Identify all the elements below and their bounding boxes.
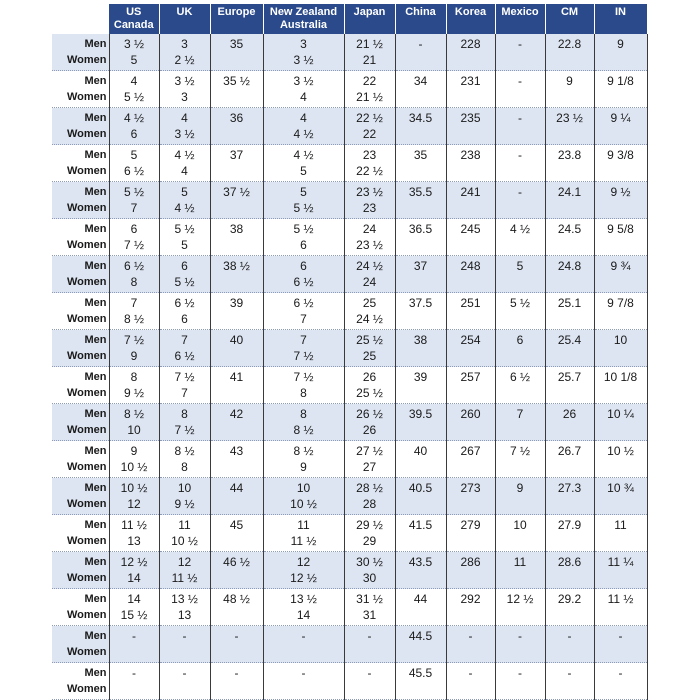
table-row xyxy=(52,293,647,330)
size-cell-in: 10 ½ xyxy=(594,441,647,478)
men-label: Men xyxy=(84,149,107,161)
women-label: Women xyxy=(66,54,107,66)
size-cell-cm: 23.8 xyxy=(545,145,594,182)
size-cell-us: 3 ½ 5 xyxy=(109,34,159,71)
size-cell-japan: 23 22 ½ xyxy=(344,145,395,182)
size-cell-uk: 10 9 ½ xyxy=(159,478,210,515)
men-label: Men xyxy=(84,556,107,568)
size-cell-korea: 267 xyxy=(446,441,495,478)
size-cell-japan: 22 ½ 22 xyxy=(344,108,395,145)
column-header: New Zealand Australia xyxy=(263,4,344,34)
size-cell-in: 9 xyxy=(594,34,647,71)
size-cell-china: 40 xyxy=(395,441,446,478)
size-cell-china: 35 xyxy=(395,145,446,182)
women-label: Women xyxy=(66,572,107,584)
size-cell-japan: 24 23 ½ xyxy=(344,219,395,256)
size-cell-korea: 238 xyxy=(446,145,495,182)
column-header: Korea xyxy=(446,4,495,34)
size-cell-mexico: 7 xyxy=(495,404,545,441)
women-label: Women xyxy=(66,683,107,695)
size-cell-us: - xyxy=(109,626,159,663)
gender-label-cell xyxy=(52,441,109,478)
size-cell-us: 12 ½ 14 xyxy=(109,552,159,589)
size-cell-nz-au: 8 8 ½ xyxy=(263,404,344,441)
size-cell-china: 37.5 xyxy=(395,293,446,330)
size-cell-in: - xyxy=(594,663,647,700)
size-cell-china: 35.5 xyxy=(395,182,446,219)
size-cell-korea: 245 xyxy=(446,219,495,256)
size-cell-uk: 8 ½ 8 xyxy=(159,441,210,478)
size-cell-cm: 26.7 xyxy=(545,441,594,478)
men-label: Men xyxy=(84,297,107,309)
size-cell-japan: 24 ½ 24 xyxy=(344,256,395,293)
size-cell-mexico: 7 ½ xyxy=(495,441,545,478)
size-cell-china: 36.5 xyxy=(395,219,446,256)
size-cell-us: 8 ½ 10 xyxy=(109,404,159,441)
size-cell-uk: 7 6 ½ xyxy=(159,330,210,367)
column-header: UK xyxy=(159,4,210,34)
size-cell-korea: 257 xyxy=(446,367,495,404)
size-cell-china: 41.5 xyxy=(395,515,446,552)
size-cell-cm: 25.7 xyxy=(545,367,594,404)
size-cell-mexico: - xyxy=(495,108,545,145)
size-cell-cm: 23 ½ xyxy=(545,108,594,145)
gender-label-cell xyxy=(52,626,109,663)
size-cell-cm: 27.3 xyxy=(545,478,594,515)
size-cell-europe: 35 xyxy=(210,34,263,71)
size-cell-china: 38 xyxy=(395,330,446,367)
size-cell-nz-au: 7 ½ 8 xyxy=(263,367,344,404)
size-cell-nz-au: 6 ½ 7 xyxy=(263,293,344,330)
size-cell-nz-au: 4 ½ 5 xyxy=(263,145,344,182)
table-row xyxy=(52,256,647,293)
size-cell-europe: - xyxy=(210,663,263,700)
table-row xyxy=(52,330,647,367)
size-cell-uk: 3 2 ½ xyxy=(159,34,210,71)
size-cell-china: 44.5 xyxy=(395,626,446,663)
size-cell-china: 40.5 xyxy=(395,478,446,515)
size-cell-korea: 248 xyxy=(446,256,495,293)
column-header: US Canada xyxy=(109,4,159,34)
header-row xyxy=(52,4,647,34)
size-cell-europe: 38 xyxy=(210,219,263,256)
size-cell-europe: 48 ½ xyxy=(210,589,263,626)
size-cell-korea: 279 xyxy=(446,515,495,552)
men-label: Men xyxy=(84,408,107,420)
size-cell-cm: 24.5 xyxy=(545,219,594,256)
men-label: Men xyxy=(84,667,107,679)
gender-label-cell xyxy=(52,404,109,441)
size-cell-nz-au: 6 6 ½ xyxy=(263,256,344,293)
size-cell-uk: 13 ½ 13 xyxy=(159,589,210,626)
size-cell-cm: 9 xyxy=(545,71,594,108)
gender-label-cell xyxy=(52,71,109,108)
size-cell-nz-au: 8 ½ 9 xyxy=(263,441,344,478)
size-cell-us: 6 7 ½ xyxy=(109,219,159,256)
size-cell-us: 9 10 ½ xyxy=(109,441,159,478)
size-cell-in: 9 ¼ xyxy=(594,108,647,145)
size-cell-uk: - xyxy=(159,626,210,663)
size-cell-mexico: - xyxy=(495,182,545,219)
size-cell-uk: 11 10 ½ xyxy=(159,515,210,552)
size-cell-nz-au: 4 4 ½ xyxy=(263,108,344,145)
size-cell-in: 11 xyxy=(594,515,647,552)
size-cell-in: 10 ¼ xyxy=(594,404,647,441)
men-label: Men xyxy=(84,593,107,605)
women-label: Women xyxy=(66,424,107,436)
gender-label-cell xyxy=(52,552,109,589)
size-cell-mexico: - xyxy=(495,34,545,71)
size-cell-mexico: - xyxy=(495,663,545,700)
column-header: IN xyxy=(594,4,647,34)
size-cell-mexico: 10 xyxy=(495,515,545,552)
size-cell-cm: 26 xyxy=(545,404,594,441)
size-cell-europe: 42 xyxy=(210,404,263,441)
size-cell-mexico: - xyxy=(495,145,545,182)
size-cell-korea: 235 xyxy=(446,108,495,145)
size-cell-in: - xyxy=(594,626,647,663)
men-label: Men xyxy=(84,75,107,87)
table-row xyxy=(52,552,647,589)
women-label: Women xyxy=(66,609,107,621)
size-cell-cm: 24.1 xyxy=(545,182,594,219)
size-cell-cm: 28.6 xyxy=(545,552,594,589)
women-label: Women xyxy=(66,387,107,399)
size-cell-cm: - xyxy=(545,663,594,700)
size-cell-nz-au: 5 5 ½ xyxy=(263,182,344,219)
size-cell-mexico: 9 xyxy=(495,478,545,515)
women-label: Women xyxy=(66,128,107,140)
size-cell-europe: 38 ½ xyxy=(210,256,263,293)
men-label: Men xyxy=(84,112,107,124)
men-label: Men xyxy=(84,260,107,272)
size-cell-korea: 251 xyxy=(446,293,495,330)
size-cell-us: 11 ½ 13 xyxy=(109,515,159,552)
size-cell-japan: 26 ½ 26 xyxy=(344,404,395,441)
size-cell-cm: 27.9 xyxy=(545,515,594,552)
column-header: Mexico xyxy=(495,4,545,34)
size-cell-mexico: 6 ½ xyxy=(495,367,545,404)
size-cell-china: 44 xyxy=(395,589,446,626)
size-cell-uk: 5 4 ½ xyxy=(159,182,210,219)
size-cell-us: 14 15 ½ xyxy=(109,589,159,626)
size-cell-us: 8 9 ½ xyxy=(109,367,159,404)
table-row xyxy=(52,663,647,700)
men-label: Men xyxy=(84,519,107,531)
size-cell-korea: 292 xyxy=(446,589,495,626)
table-row xyxy=(52,626,647,663)
gender-label-cell xyxy=(52,367,109,404)
table-row xyxy=(52,34,647,71)
gender-label-cell xyxy=(52,182,109,219)
size-cell-uk: 8 7 ½ xyxy=(159,404,210,441)
size-cell-japan: 31 ½ 31 xyxy=(344,589,395,626)
size-cell-nz-au: 5 ½ 6 xyxy=(263,219,344,256)
size-cell-nz-au: 10 10 ½ xyxy=(263,478,344,515)
men-label: Men xyxy=(84,371,107,383)
size-cell-korea: - xyxy=(446,663,495,700)
header-blank xyxy=(52,4,109,34)
size-cell-cm: 25.4 xyxy=(545,330,594,367)
size-cell-uk: 7 ½ 7 xyxy=(159,367,210,404)
size-cell-europe: 45 xyxy=(210,515,263,552)
size-cell-us: 6 ½ 8 xyxy=(109,256,159,293)
size-cell-japan: 25 24 ½ xyxy=(344,293,395,330)
size-cell-korea: 260 xyxy=(446,404,495,441)
size-cell-in: 9 ½ xyxy=(594,182,647,219)
table-row xyxy=(52,182,647,219)
size-cell-us: 4 ½ 6 xyxy=(109,108,159,145)
size-cell-cm: 22.8 xyxy=(545,34,594,71)
size-cell-japan: 28 ½ 28 xyxy=(344,478,395,515)
size-cell-korea: 228 xyxy=(446,34,495,71)
size-cell-korea: 273 xyxy=(446,478,495,515)
size-cell-us: 7 ½ 9 xyxy=(109,330,159,367)
size-cell-nz-au: - xyxy=(263,663,344,700)
men-label: Men xyxy=(84,630,107,642)
size-cell-mexico: - xyxy=(495,71,545,108)
gender-label-cell xyxy=(52,330,109,367)
size-cell-in: 10 ¾ xyxy=(594,478,647,515)
size-cell-japan: 26 25 ½ xyxy=(344,367,395,404)
size-cell-japan: 27 ½ 27 xyxy=(344,441,395,478)
women-label: Women xyxy=(66,202,107,214)
size-cell-europe: - xyxy=(210,626,263,663)
size-cell-uk: 4 ½ 4 xyxy=(159,145,210,182)
men-label: Men xyxy=(84,223,107,235)
size-cell-mexico: 5 xyxy=(495,256,545,293)
size-cell-us: 5 ½ 7 xyxy=(109,182,159,219)
size-cell-japan: - xyxy=(344,626,395,663)
gender-label-cell xyxy=(52,145,109,182)
gender-label-cell xyxy=(52,663,109,700)
women-label: Women xyxy=(66,91,107,103)
women-label: Women xyxy=(66,350,107,362)
table-row xyxy=(52,441,647,478)
column-header: CM xyxy=(545,4,594,34)
women-label: Women xyxy=(66,165,107,177)
size-cell-in: 9 7/8 xyxy=(594,293,647,330)
size-cell-europe: 43 xyxy=(210,441,263,478)
gender-label-cell xyxy=(52,478,109,515)
size-cell-mexico: 12 ½ xyxy=(495,589,545,626)
table-row xyxy=(52,404,647,441)
size-cell-europe: 39 xyxy=(210,293,263,330)
women-label: Women xyxy=(66,535,107,547)
size-cell-europe: 41 xyxy=(210,367,263,404)
table-row xyxy=(52,515,647,552)
size-cell-cm: 25.1 xyxy=(545,293,594,330)
size-cell-europe: 35 ½ xyxy=(210,71,263,108)
size-cell-uk: 5 ½ 5 xyxy=(159,219,210,256)
size-cell-korea: 231 xyxy=(446,71,495,108)
size-cell-europe: 37 xyxy=(210,145,263,182)
size-cell-nz-au: 3 3 ½ xyxy=(263,34,344,71)
size-cell-us: 4 5 ½ xyxy=(109,71,159,108)
size-cell-japan: 29 ½ 29 xyxy=(344,515,395,552)
table-row xyxy=(52,478,647,515)
size-cell-mexico: 6 xyxy=(495,330,545,367)
women-label: Women xyxy=(66,461,107,473)
size-cell-europe: 36 xyxy=(210,108,263,145)
size-cell-in: 9 ¾ xyxy=(594,256,647,293)
size-table xyxy=(52,4,648,700)
table-row xyxy=(52,219,647,256)
size-cell-in: 9 3/8 xyxy=(594,145,647,182)
table-row xyxy=(52,108,647,145)
size-cell-japan: 30 ½ 30 xyxy=(344,552,395,589)
size-cell-nz-au: 12 12 ½ xyxy=(263,552,344,589)
size-cell-europe: 40 xyxy=(210,330,263,367)
size-cell-uk: 4 3 ½ xyxy=(159,108,210,145)
size-cell-in: 9 1/8 xyxy=(594,71,647,108)
size-cell-japan: 22 21 ½ xyxy=(344,71,395,108)
size-cell-us: - xyxy=(109,663,159,700)
size-cell-uk: 12 11 ½ xyxy=(159,552,210,589)
size-cell-mexico: - xyxy=(495,626,545,663)
size-cell-in: 9 5/8 xyxy=(594,219,647,256)
size-cell-nz-au: 13 ½ 14 xyxy=(263,589,344,626)
table-row xyxy=(52,589,647,626)
men-label: Men xyxy=(84,186,107,198)
gender-label-cell xyxy=(52,34,109,71)
table-row xyxy=(52,367,647,404)
column-header: Europe xyxy=(210,4,263,34)
size-cell-in: 10 xyxy=(594,330,647,367)
size-cell-china: 37 xyxy=(395,256,446,293)
size-cell-korea: - xyxy=(446,626,495,663)
table-row xyxy=(52,145,647,182)
size-cell-japan: 25 ½ 25 xyxy=(344,330,395,367)
size-cell-nz-au: 7 7 ½ xyxy=(263,330,344,367)
size-cell-china: 39 xyxy=(395,367,446,404)
size-cell-us: 10 ½ 12 xyxy=(109,478,159,515)
gender-label-cell xyxy=(52,293,109,330)
size-cell-europe: 37 ½ xyxy=(210,182,263,219)
size-cell-cm: - xyxy=(545,626,594,663)
size-cell-cm: 29.2 xyxy=(545,589,594,626)
column-header: Japan xyxy=(344,4,395,34)
size-cell-mexico: 5 ½ xyxy=(495,293,545,330)
men-label: Men xyxy=(84,334,107,346)
men-label: Men xyxy=(84,38,107,50)
gender-label-cell xyxy=(52,219,109,256)
gender-label-cell xyxy=(52,256,109,293)
size-cell-mexico: 4 ½ xyxy=(495,219,545,256)
gender-label-cell xyxy=(52,108,109,145)
size-cell-mexico: 11 xyxy=(495,552,545,589)
men-label: Men xyxy=(84,482,107,494)
size-cell-japan: 21 ½ 21 xyxy=(344,34,395,71)
women-label: Women xyxy=(66,498,107,510)
column-header: China xyxy=(395,4,446,34)
women-label: Women xyxy=(66,239,107,251)
size-cell-uk: - xyxy=(159,663,210,700)
size-cell-china: 34.5 xyxy=(395,108,446,145)
women-label: Women xyxy=(66,646,107,658)
size-cell-us: 5 6 ½ xyxy=(109,145,159,182)
size-cell-china: 39.5 xyxy=(395,404,446,441)
size-cell-europe: 44 xyxy=(210,478,263,515)
size-cell-china: 34 xyxy=(395,71,446,108)
women-label: Women xyxy=(66,276,107,288)
size-cell-nz-au: - xyxy=(263,626,344,663)
size-cell-in: 11 ½ xyxy=(594,589,647,626)
size-cell-in: 10 1/8 xyxy=(594,367,647,404)
size-cell-china: - xyxy=(395,34,446,71)
size-cell-china: 45.5 xyxy=(395,663,446,700)
size-cell-japan: - xyxy=(344,663,395,700)
table-body xyxy=(52,34,647,700)
size-cell-in: 11 ¼ xyxy=(594,552,647,589)
size-cell-korea: 254 xyxy=(446,330,495,367)
size-cell-japan: 23 ½ 23 xyxy=(344,182,395,219)
size-cell-us: 7 8 ½ xyxy=(109,293,159,330)
size-cell-uk: 6 ½ 6 xyxy=(159,293,210,330)
size-cell-korea: 241 xyxy=(446,182,495,219)
gender-label-cell xyxy=(52,515,109,552)
size-cell-europe: 46 ½ xyxy=(210,552,263,589)
table-row xyxy=(52,71,647,108)
size-cell-china: 43.5 xyxy=(395,552,446,589)
size-cell-uk: 6 5 ½ xyxy=(159,256,210,293)
men-label: Men xyxy=(84,445,107,457)
women-label: Women xyxy=(66,313,107,325)
size-cell-nz-au: 3 ½ 4 xyxy=(263,71,344,108)
gender-label-cell xyxy=(52,589,109,626)
size-cell-korea: 286 xyxy=(446,552,495,589)
size-cell-uk: 3 ½ 3 xyxy=(159,71,210,108)
size-cell-nz-au: 11 11 ½ xyxy=(263,515,344,552)
size-cell-cm: 24.8 xyxy=(545,256,594,293)
